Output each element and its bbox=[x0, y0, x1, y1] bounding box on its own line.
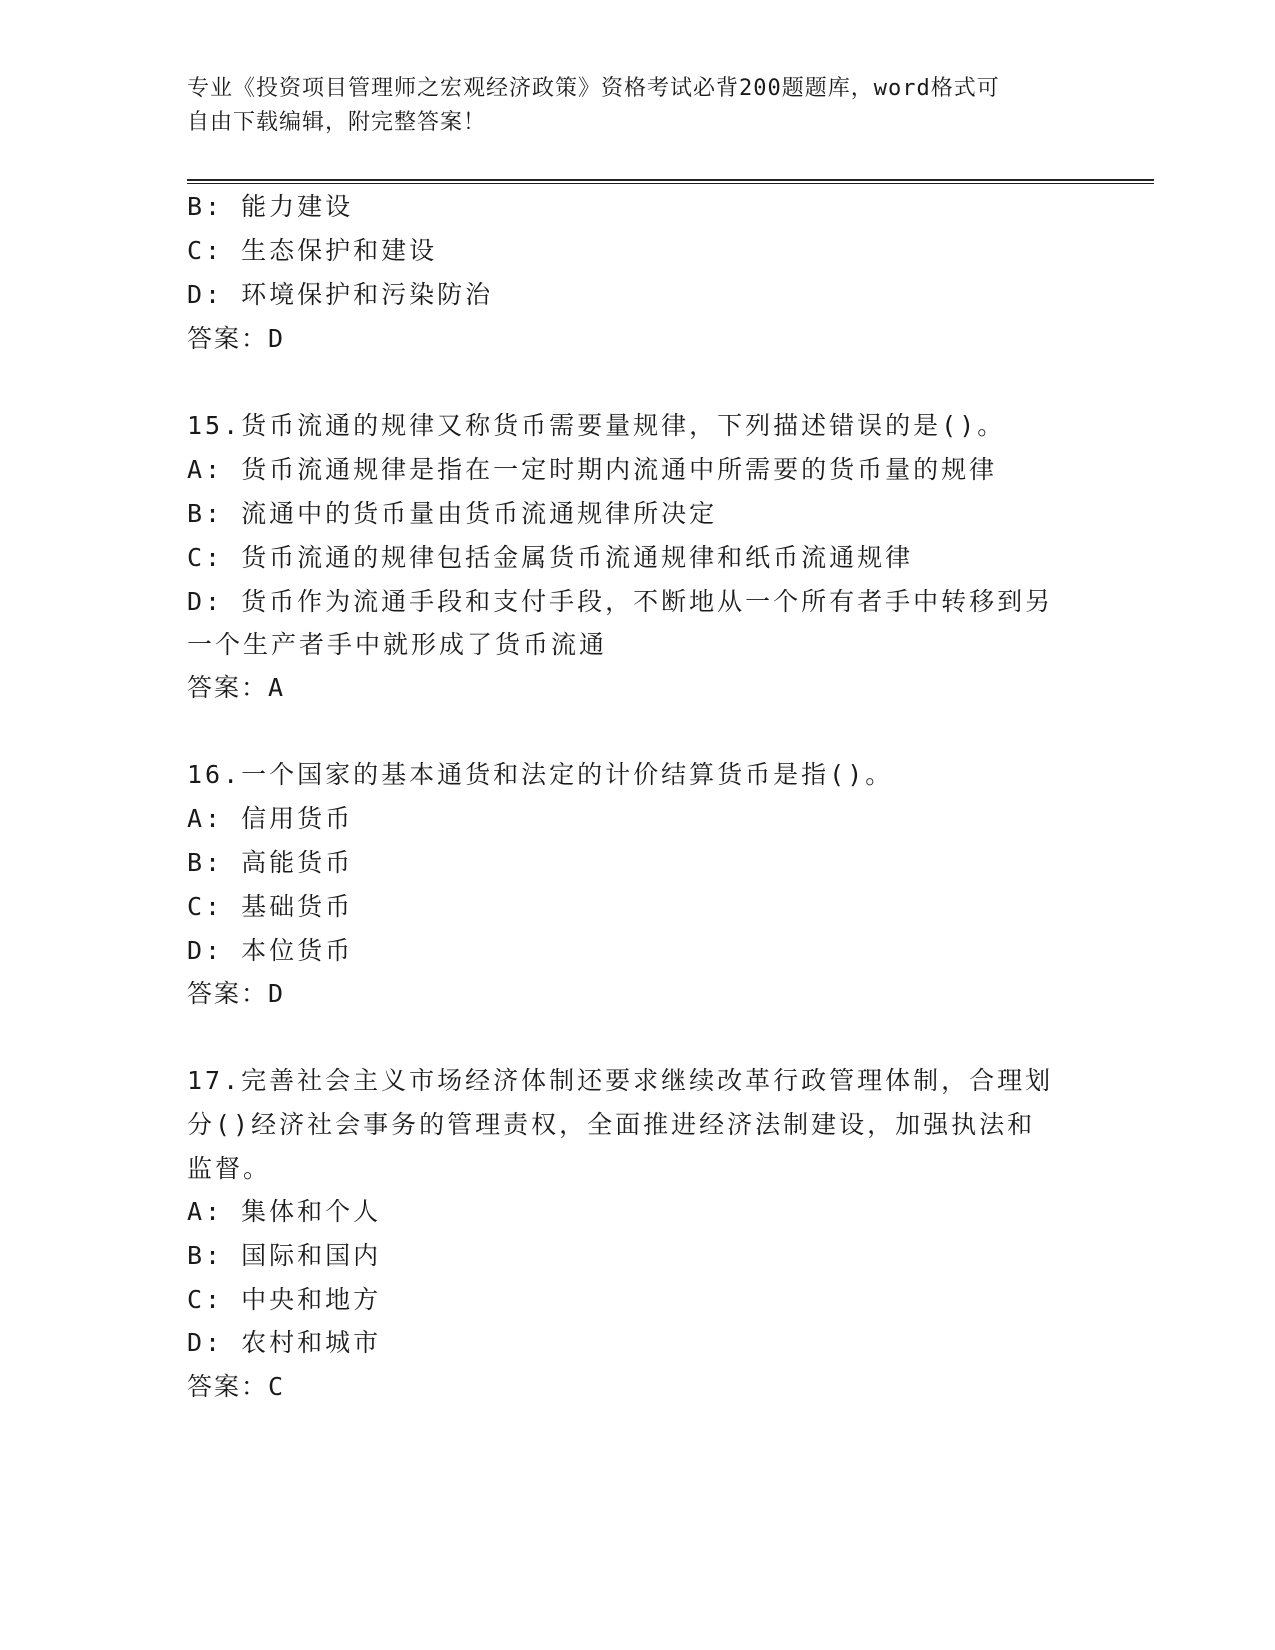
prev-option-c: C: 生态保护和建设 bbox=[187, 236, 438, 265]
q17-option-c: C: 中央和地方 bbox=[187, 1285, 382, 1314]
q16-option-b: B: 高能货币 bbox=[187, 848, 354, 877]
q15-option-d-line-2: 一个生产者手中就形成了货币流通 bbox=[187, 630, 608, 659]
prev-option-d: D: 环境保护和污染防治 bbox=[187, 280, 494, 309]
q17-option-d: D: 农村和城市 bbox=[187, 1328, 382, 1357]
q15-option-a: A: 货币流通规律是指在一定时期内流通中所需要的货币量的规律 bbox=[187, 455, 998, 484]
answer-label: 答案： bbox=[187, 324, 269, 353]
q16-stem: 16.一个国家的基本通货和法定的计价结算货币是指()。 bbox=[187, 760, 894, 789]
q15-option-d-line-1: D: 货币作为流通手段和支付手段，不断地从一个所有者手中转移到另 bbox=[187, 587, 1054, 616]
q17-answer bbox=[187, 1370, 285, 1404]
answer-value: D bbox=[268, 324, 286, 353]
q15-option-b: B: 流通中的货币量由货币流通规律所决定 bbox=[187, 499, 718, 528]
answer-value: C bbox=[268, 1372, 286, 1401]
answer-label: 答案： bbox=[187, 673, 269, 702]
header-title-line-1: 专业《投资项目管理师之宏观经济政策》资格考试必背200题题库，word格式可 bbox=[187, 76, 1000, 101]
prev-option-b: B: 能力建设 bbox=[187, 192, 354, 221]
q17-stem-line-3: 监督。 bbox=[187, 1154, 272, 1183]
header-divider bbox=[187, 179, 1154, 181]
answer-value: D bbox=[268, 979, 286, 1008]
answer-value: A bbox=[268, 673, 286, 702]
header-divider-thin bbox=[187, 183, 1154, 184]
q17-option-a: A: 集体和个人 bbox=[187, 1197, 382, 1226]
answer-label: 答案： bbox=[187, 1372, 269, 1401]
q15-answer bbox=[187, 671, 285, 705]
q16-option-d: D: 本位货币 bbox=[187, 936, 354, 965]
q15-option-c: C: 货币流通的规律包括金属货币流通规律和纸币流通规律 bbox=[187, 543, 914, 572]
header-title-line-2: 自由下载编辑，附完整答案！ bbox=[187, 110, 487, 135]
q16-option-c: C: 基础货币 bbox=[187, 892, 354, 921]
q16-option-a: A: 信用货币 bbox=[187, 804, 354, 833]
prev-answer bbox=[187, 322, 285, 356]
q15-stem: 15.货币流通的规律又称货币需要量规律，下列描述错误的是()。 bbox=[187, 411, 1006, 440]
q17-stem-line-2: 分()经济社会事务的管理责权，全面推进经济法制建设，加强执法和 bbox=[187, 1110, 1036, 1139]
answer-label: 答案： bbox=[187, 979, 269, 1008]
q17-option-b: B: 国际和国内 bbox=[187, 1241, 382, 1270]
q16-answer bbox=[187, 977, 285, 1011]
document-header bbox=[187, 72, 1067, 140]
q17-stem-line-1: 17.完善社会主义市场经济体制还要求继续改革行政管理体制，合理划 bbox=[187, 1066, 1054, 1095]
